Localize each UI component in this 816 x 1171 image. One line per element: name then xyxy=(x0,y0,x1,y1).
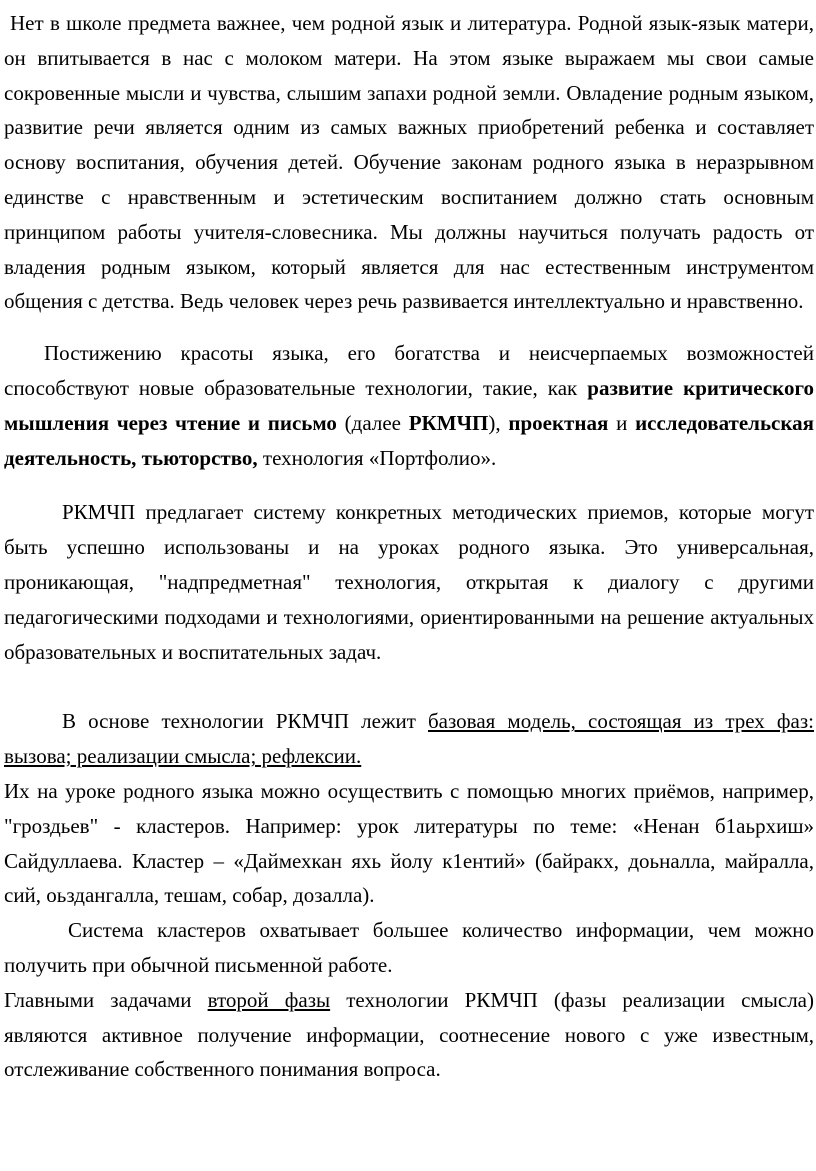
text-run: технологии РКМЧП (фазы реализации смысла) являются активное получение информации, соотнесение нового с уже известным, отслеживание собственного понимания вопроса. xyxy=(4,987,814,1082)
paragraph-technologies xyxy=(4,336,814,475)
paragraph-clusters-example: Их на уроке родного языка можно осуществить с помощью многих приёмов, например, "гроздьев" - кластеров. Например: урок литературы по теме: «Ненан б1аьрхиш» Сайдуллаева. Кластер – «Даймехкан яхь йолу к1ентий» (байракх, доьналла, майралла, сий, оьздангалла, тешам, собар, дозалла). xyxy=(4,778,814,908)
bold-term-project: проектная xyxy=(508,410,609,435)
text-run: и xyxy=(608,410,636,435)
text-run: Постижению красоты языка, его богатства и неисчерпаемых возможностей способствуют новые образовательные технологии, такие, как xyxy=(4,341,814,400)
text-run: Главными задачами xyxy=(4,987,208,1012)
bold-term-critical-thinking: развитие критического мышления через чтение и письмо xyxy=(4,375,814,435)
text-run: (далее xyxy=(336,410,409,435)
paragraph-rkmchp: РКМЧП предлагает систему конкретных методических приемов, которые могут быть успешно использованы и на уроках родного языка. Это универсальная, проникающая, "надпредметная" технология, открытая к диалогу с другими педагогическими подходами и технологиями, ориентированными на решение актуальных образовательных и воспитательных задач. xyxy=(4,500,814,664)
text-run: ), xyxy=(488,410,509,435)
text-run: технология «Портфолио». xyxy=(257,445,497,470)
paragraph-second-phase xyxy=(4,983,814,1087)
paragraph-cluster-system: Система кластеров охватывает большее количество информации, чем можно получить при обычной письменной работе. xyxy=(4,918,814,977)
text-run: В основе технологии РКМЧП лежит xyxy=(62,709,428,734)
paragraph-base-model xyxy=(4,704,814,774)
bold-term-research: исследовательская деятельность, тьюторство, xyxy=(4,410,815,470)
paragraph-native-language: Нет в школе предмета важнее, чем родной язык и литература. Родной язык-язык матери, он впитывается в нас с молоком матери. На этом языке выражаем мы свои самые сокровенные мысли и чувства, слышим запахи родной земли. Овладение родным языком, развитие речи является одним из самых важных приобретений ребенка и составляет основу воспитания, обучения детей. Обучение законам родного языка в неразрывном единстве с нравственным и эстетическим воспитанием должно стать основным принципом работы учителя-словесника. Мы должны научиться получать радость от владения родным языком, который является для нас естественным инструментом общения с детства. Ведь человек через речь развивается интеллектуально и нравственно. xyxy=(4,11,814,314)
underlined-base-model: базовая модель, состоящая из трех фаз: вызова; реализации смысла; рефлексии. xyxy=(4,709,814,769)
underlined-second-phase: второй фазы xyxy=(207,987,331,1012)
bold-term-abbreviation: РКМЧП xyxy=(408,410,489,435)
